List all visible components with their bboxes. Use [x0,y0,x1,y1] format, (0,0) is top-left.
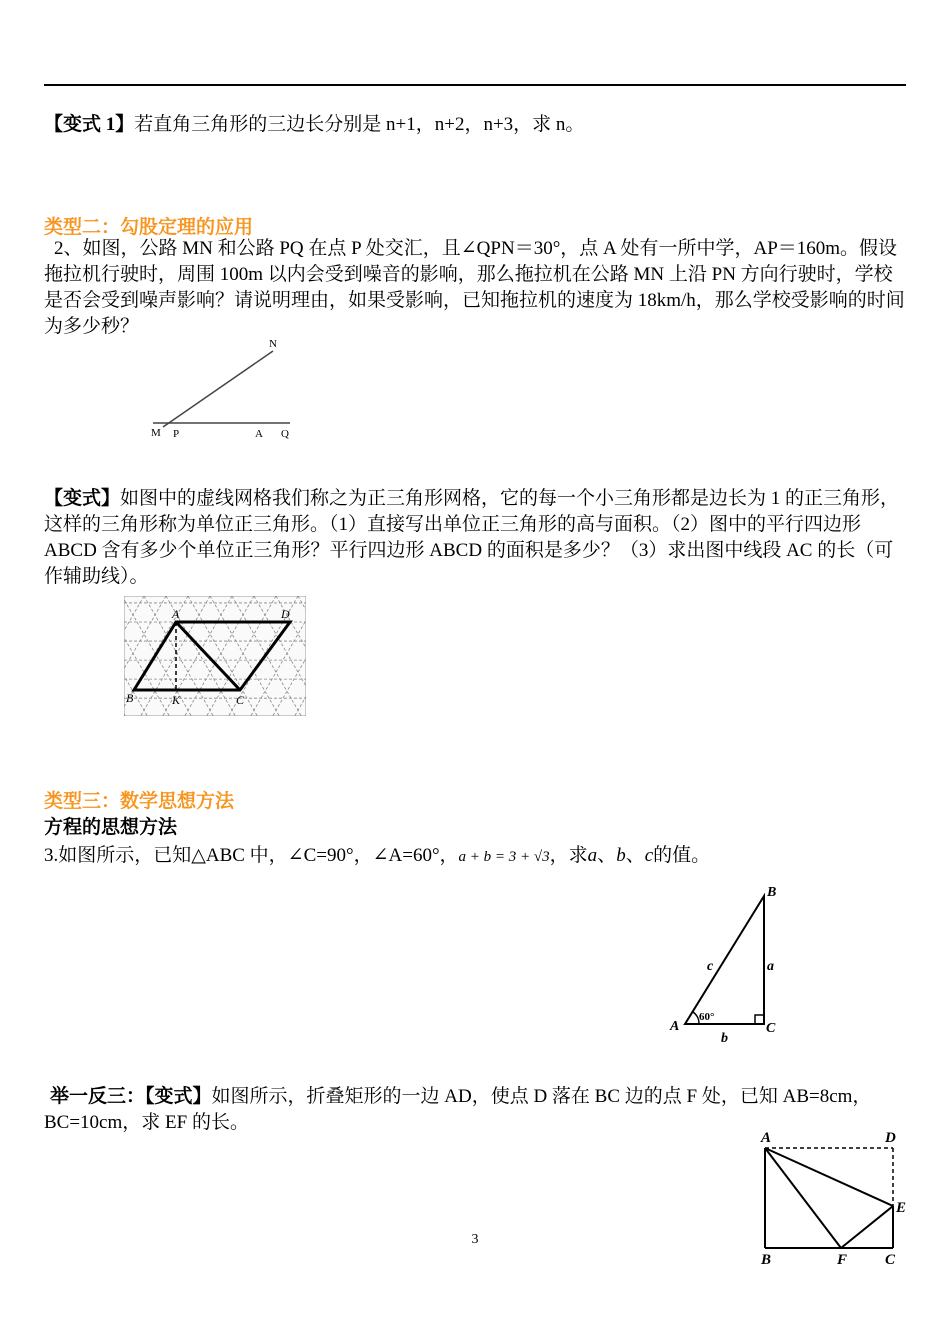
rect-label-c: C [885,1252,896,1268]
variant1-paragraph [44,112,906,138]
triangle-grid-figure [124,596,306,716]
label-q: Q [281,428,289,440]
variant1-label: 【变式 1】 [44,114,135,135]
grid-label-b: B [126,691,134,705]
road-mn [163,351,273,427]
type3-formula: a + b = 3 + √3 [458,849,550,865]
tri-label-a: A [670,1019,680,1034]
type2-variant-label: 【变式】 [44,488,121,509]
type3-var-b: b [616,845,626,866]
grid-label-c: C [236,693,245,707]
tri-label-b: B [767,885,777,900]
grid-label-k: K [172,693,181,707]
side-label-b: b [721,1031,728,1046]
rect-label-a: A [761,1130,772,1146]
right-angle-mark [755,1015,764,1024]
rect-label-f: F [837,1252,848,1268]
label-n: N [269,338,277,350]
type3-problem [44,843,906,870]
extension-label: 举一反三：【变式】 [50,1086,212,1107]
right-triangle-figure [665,882,795,1050]
label-m: M [151,427,161,439]
type3-problem-end: 的值。 [653,845,711,866]
folded-rectangle-figure [755,1124,915,1274]
type2-variant [44,486,906,590]
label-p: P [173,428,180,440]
type2-problem: 2、如图，公路 MN 和公路 PQ 在点 P 处交汇，且∠QPN＝30°，点 A 处有一所中学，AP＝160m。假设拖拉机行驶时，周围 100m 以内会受到噪音的影响，那么拖拉机在公路 MN 上沿 PN 方向行驶时，学校是否会受到噪声影响？请说明理由，如果受影响，已知拖拉机的速度为 18km/h，那么学校受影响的时间为多少秒？ [44,238,905,337]
type3-heading: 类型三：数学思想方法 [44,790,235,812]
grid-label-d: D [281,607,290,621]
triangle-abc [685,896,764,1024]
tri-label-c: C [766,1021,776,1036]
type3-subheading: 方程的思想方法 [44,816,178,838]
rect-label-d: D [885,1130,896,1146]
type3-problem-prefix: 3.如图所示，已知△ABC 中，∠C=90°，∠A=60°， [44,845,459,866]
top-rule [44,84,906,86]
type3-var-c: c [644,845,654,866]
type3-var-a: a [587,845,598,866]
label-a: A [255,428,263,440]
type3-sep1: 、 [597,845,617,866]
road-figure [145,335,305,445]
type2-heading: 类型二：勾股定理的应用 [44,216,254,238]
variant1-text: 若直角三角形的三边长分别是 n+1，n+2，n+3，求 n。 [134,114,585,135]
grid-label-a: A [172,607,180,621]
side-label-a: a [767,959,774,974]
type3-sep2: 、 [625,845,645,866]
type3-problem-suffix: ，求 [549,845,588,866]
rect-label-e: E [896,1200,907,1216]
page-number: 3 [471,1232,479,1247]
angle-label: 60° [699,1011,715,1023]
side-label-c: c [707,959,714,974]
type2-variant-text: 如图中的虚线网格我们称之为正三角形网格，它的每一个小三角形都是边长为 1 的正三角形，这样的三角形称为单位正三角形。（1）直接写出单位正三角形的高与面积。（2）图中的平行四边形 ABCD 含有多少个单位正三角形？平行四边形 ABCD 的面积是多少？（3）求出图中线段 AC 的长（可作辅助线）。 [44,488,900,587]
rect-label-b: B [761,1252,772,1268]
extension-text: 如图所示，折叠矩形的一边 AD，使点 D 落在 BC 边的点 F 处，已知 AB=8cm，BC=10cm，求 EF 的长。 [44,1086,872,1133]
segment-ae [765,1148,893,1206]
